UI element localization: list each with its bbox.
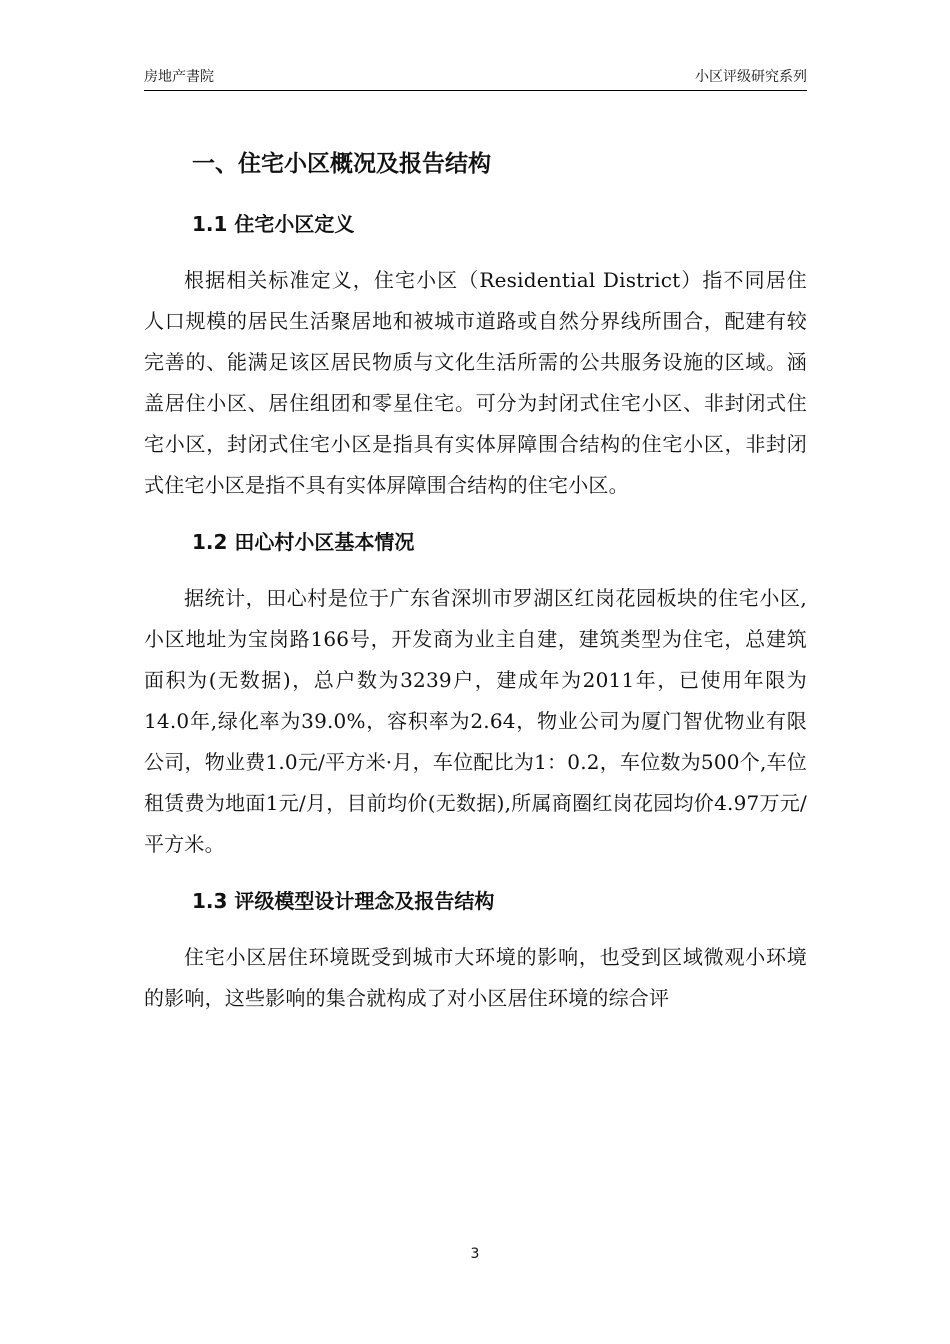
- section-heading-1-3: 1.3 评级模型设计理念及报告结构: [192, 889, 495, 913]
- page-header: [144, 64, 807, 91]
- section-paragraph-1-2: 据统计，田心村是位于广东省深圳市罗湖区红岗花园板块的住宅小区,小区地址为宝岗路166号，开发商为业主自建，建筑类型为住宅，总建筑面积为(无数据)，总户数为3239户，建成年为2011年，已使用年限为14.0年,绿化率为39.0%，容积率为2.64，物业公司为厦门智优物业有限公司，物业费1.0元/平方米·月，车位配比为1：0.2，车位数为500个,车位租赁费为地面1元/月，目前均价(无数据),所属商圈红岗花园均价4.97万元/平方米。: [144, 586, 807, 856]
- section-paragraph-1-1: 根据相关标准定义，住宅小区（Residential District）指不同居住人口规模的居民生活聚居地和被城市道路或自然分界线所围合，配建有较完善的、能满足该区居民物质与文化生活所需的公共服务设施的区域。涵盖居住小区、居住组团和零星住宅。可分为封闭式住宅小区、非封闭式住宅小区，封闭式住宅小区是指具有实体屏障围合结构的住宅小区，非封闭式住宅小区是指不具有实体屏障围合结构的住宅小区。: [144, 268, 807, 497]
- header-publisher: 房地产書院: [144, 69, 214, 85]
- section-heading-1-2: 1.2 田心村小区基本情况: [192, 530, 415, 554]
- section-paragraph-1-3: 住宅小区居住环境既受到城市大环境的影响，也受到区域微观小环境的影响，这些影响的集合就构成了对小区居住环境的综合评: [144, 945, 807, 1010]
- header-series-title: 小区评级研究系列: [695, 69, 807, 85]
- section-heading-1-1: 1.1 住宅小区定义: [192, 212, 355, 236]
- document-body: [144, 140, 807, 1033]
- chapter-heading: 一、住宅小区概况及报告结构: [192, 151, 491, 177]
- page-number: 3: [470, 1246, 480, 1262]
